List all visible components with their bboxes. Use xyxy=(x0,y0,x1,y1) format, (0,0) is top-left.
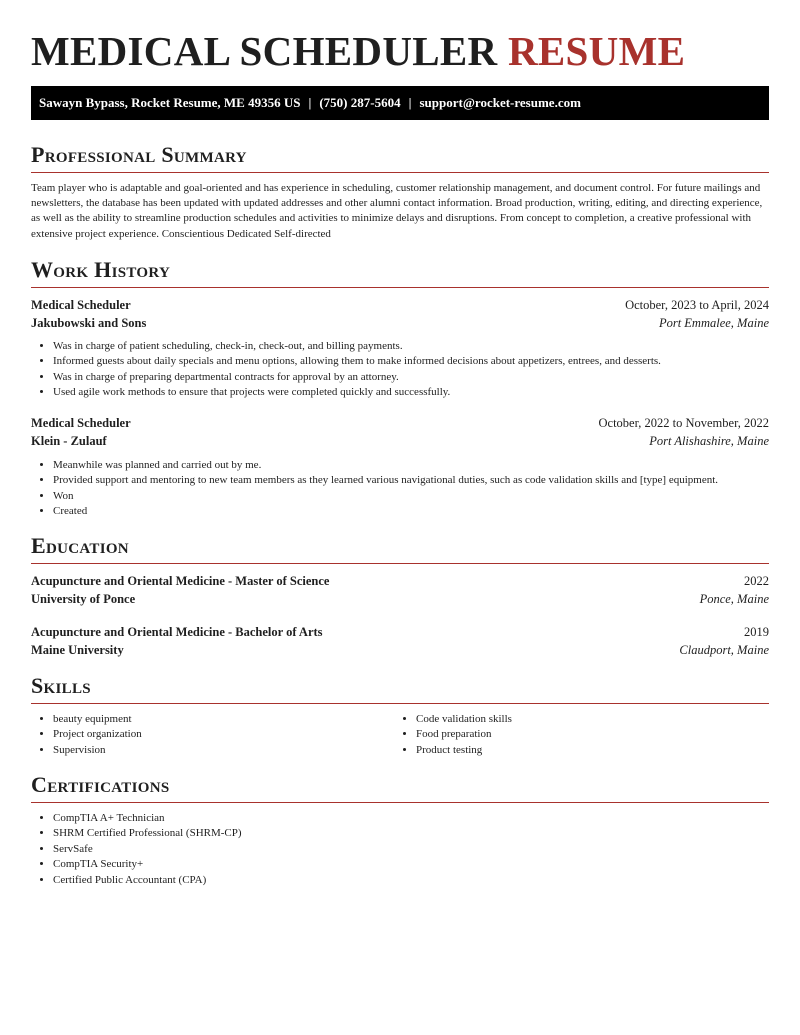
skill-item: • Food preparation xyxy=(416,727,512,742)
education-header-row xyxy=(31,623,769,641)
education-school: University of Ponce xyxy=(31,592,136,606)
education-degree: Acupuncture and Oriental Medicine - Bachelor of Arts xyxy=(31,625,323,639)
education-location: Ponce, Maine xyxy=(699,592,769,606)
education-heading: Education xyxy=(31,533,129,558)
summary-text: Team player who is adaptable and goal-oriented and has experience in scheduling, customer relationship management, and document control. For future mailings and newsletters, the database has been updated with updated addresses and other alumni contact information. Broad production, writing, editing, and directing experience, as well as the ability to streamline production schedules and activities to minimize delays and disruptions. From concept to completion, a creative professional with extensive project experience. Conscientious Dedicated Self-directed xyxy=(31,182,763,240)
job-company: Klein - Zulauf xyxy=(31,434,107,448)
job-company-row xyxy=(31,432,769,450)
education-school-row xyxy=(31,641,769,659)
contact-separator: | xyxy=(308,95,312,110)
skill-item: • beauty equipment xyxy=(53,712,142,727)
certification-item: • CompTIA A+ Technician xyxy=(53,811,242,826)
certification-item: • SHRM Certified Professional (SHRM-CP) xyxy=(53,826,242,841)
list-item: • Was in charge of preparing departmental contracts for approval by an attorney. xyxy=(53,370,661,385)
skills-list-right xyxy=(416,712,512,758)
certifications-list xyxy=(53,811,242,888)
skill-item: • Project organization xyxy=(53,727,142,742)
list-item: • Provided support and mentoring to new team members as they learned various navigational duties, such as code validation skills and [type] equipment. xyxy=(53,473,718,488)
education-school: Maine University xyxy=(31,643,124,657)
education-year: 2022 xyxy=(744,574,769,588)
contact-address: Sawayn Bypass, Rocket Resume, ME 49356 US xyxy=(39,95,301,110)
contact-bar xyxy=(31,86,769,120)
certifications-heading: Certifications xyxy=(31,772,170,797)
title-accent: RESUME xyxy=(508,28,686,74)
work-divider xyxy=(31,287,769,288)
job-company: Jakubowski and Sons xyxy=(31,316,147,330)
resume-title xyxy=(31,28,685,74)
work-heading: Work History xyxy=(31,257,171,282)
job-bullets xyxy=(53,339,661,401)
contact-phone: (750) 287-5604 xyxy=(319,95,401,110)
certifications-divider xyxy=(31,802,769,803)
job-dates: October, 2022 to November, 2022 xyxy=(598,416,769,430)
certification-item: • Certified Public Accountant (CPA) xyxy=(53,873,242,888)
skills-heading: Skills xyxy=(31,673,91,698)
list-item: • Created xyxy=(53,504,718,519)
job-company-row xyxy=(31,314,769,332)
skill-item: • Supervision xyxy=(53,743,142,758)
job-header-row xyxy=(31,414,769,432)
job-location: Port Alishashire, Maine xyxy=(649,434,769,448)
job-location: Port Emmalee, Maine xyxy=(658,316,769,330)
skill-item: • Code validation skills xyxy=(416,712,512,727)
summary-heading: Professional Summary xyxy=(31,142,247,167)
education-degree: Acupuncture and Oriental Medicine - Master of Science xyxy=(31,574,330,588)
list-item: • Informed guests about daily specials and menu options, allowing them to make informed decisions about appetizers, entrees, and desserts. xyxy=(53,354,661,369)
education-header-row xyxy=(31,572,769,590)
summary-divider xyxy=(31,172,769,173)
certification-item: • CompTIA Security+ xyxy=(53,857,242,872)
job-title: Medical Scheduler xyxy=(31,298,131,312)
list-item: • Won xyxy=(53,489,718,504)
skills-list-left xyxy=(53,712,142,758)
title-main: MEDICAL SCHEDULER xyxy=(31,28,498,74)
education-divider xyxy=(31,563,769,564)
list-item: • Used agile work methods to ensure that projects were completed quickly and successfully. xyxy=(53,385,661,400)
education-location: Claudport, Maine xyxy=(679,643,769,657)
skill-item: • Product testing xyxy=(416,743,512,758)
job-title: Medical Scheduler xyxy=(31,416,131,430)
skills-divider xyxy=(31,703,769,704)
certification-item: • ServSafe xyxy=(53,842,242,857)
education-school-row xyxy=(31,590,769,608)
contact-separator: | xyxy=(408,95,412,110)
job-dates: October, 2023 to April, 2024 xyxy=(625,298,769,312)
job-header-row xyxy=(31,296,769,314)
list-item: • Meanwhile was planned and carried out by me. xyxy=(53,458,718,473)
job-bullets xyxy=(53,458,718,520)
contact-email[interactable]: support@rocket-resume.com xyxy=(419,95,581,110)
education-year: 2019 xyxy=(744,625,769,639)
list-item: • Was in charge of patient scheduling, check-in, check-out, and billing payments. xyxy=(53,339,661,354)
